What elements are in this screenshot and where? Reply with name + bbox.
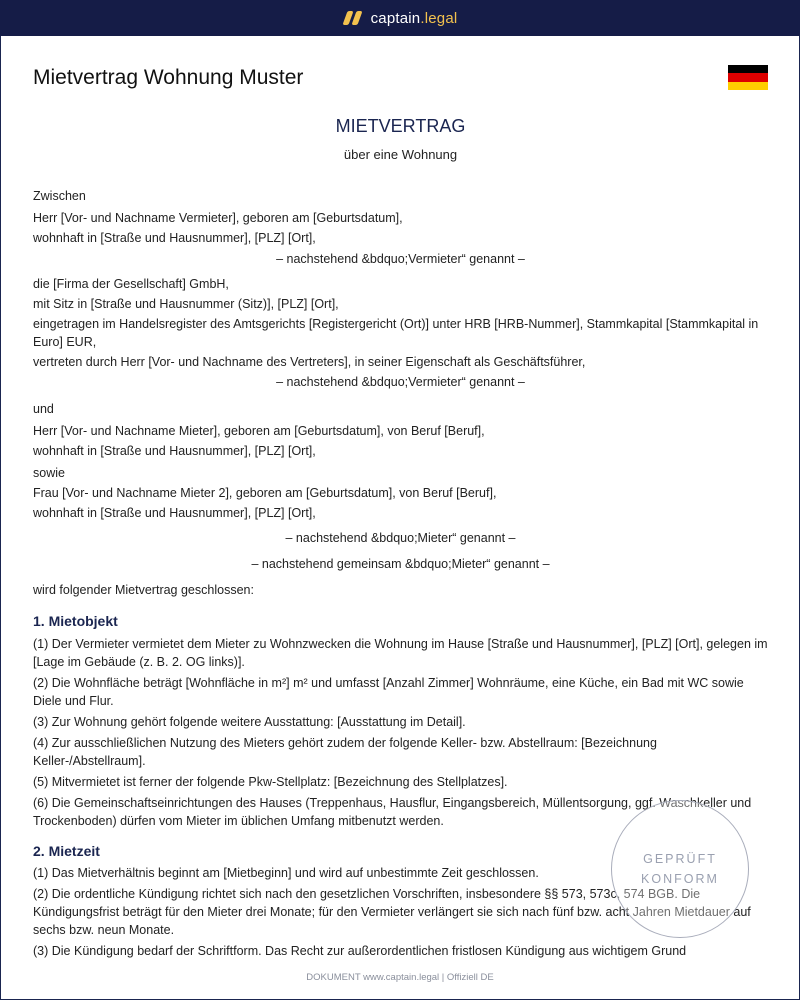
tenant-1-address: wohnhaft in [Straße und Hausnummer], [PLZ] [Ort],	[33, 444, 316, 458]
flag-stripe-gold	[728, 82, 768, 90]
tenant-2-name: Frau [Vor- und Nachname Mieter 2], geboren am [Geburtsdatum], von Beruf [Beruf],	[33, 486, 497, 500]
flag-stripe-black	[728, 65, 768, 73]
landlord-company-register: eingetragen im Handelsregister des Amtsgerichts [Registergericht (Ort)] unter HRB [HRB-Nummer], Stammkapital [Stammkapital in Euro] EUR,	[33, 317, 759, 349]
landlord-designation-1: – nachstehend &bdquo;Vermieter“ genannt –	[276, 252, 525, 266]
section-2-paragraph-2: (2) Die ordentliche Kündigung richtet sich nach den gesetzlichen Vorschriften, insbesondere §§ 573, 573c, 574 BGB. Die Kündigungsfrist beträgt für den Mieter drei Monate; für den Vermieter verlängert sie sich nach fünf bzw. acht Jahren Mietdauer auf sechs bzw. neun Monate.	[33, 887, 751, 937]
tenants-joint-designation: – nachstehend gemeinsam &bdquo;Mieter“ genannt –	[251, 557, 550, 571]
landlord-1-address: wohnhaft in [Straße und Hausnummer], [PLZ] [Ort],	[33, 231, 316, 245]
section-1-paragraph-4: (4) Zur ausschließlichen Nutzung des Mieters gehört zudem der folgende Keller- bzw. Abstellraum: [Bezeichnung Keller-/Abstellraum].	[33, 736, 657, 768]
top-bar	[0, 0, 800, 36]
section-1-heading: 1. Mietobjekt	[33, 613, 118, 629]
parties-connector: und	[33, 402, 54, 416]
contract-intro: wird folgender Mietvertrag geschlossen:	[33, 583, 254, 597]
page-title: Mietvertrag Wohnung Muster	[33, 66, 304, 89]
parties-connector-2: sowie	[33, 466, 65, 480]
landlord-company-seat: mit Sitz in [Straße und Hausnummer (Sitz)], [PLZ] [Ort],	[33, 297, 339, 311]
page-footer: DOKUMENT www.captain.legal | Offiziell DE	[306, 972, 494, 983]
parties-intro: Zwischen	[33, 189, 86, 203]
tenant-designation: – nachstehend &bdquo;Mieter“ genannt –	[285, 531, 516, 545]
germany-flag-icon	[728, 65, 768, 90]
section-1-paragraph-6: (6) Die Gemeinschaftseinrichtungen des Hauses (Treppenhaus, Hausflur, Eingangsbereich, Müllentsorgung, ggf. Waschkeller und Trockenboden) dürfen vom Mieter im üblichen Umfang mitbenutzt werden.	[33, 796, 752, 828]
brand-logo[interactable]	[343, 10, 458, 27]
brand-name: captain.legal	[370, 9, 458, 27]
double-slash-logo-icon	[343, 10, 363, 26]
flag-stripe-red	[728, 73, 768, 81]
conformity-stamp	[611, 800, 749, 938]
tenant-2-address: wohnhaft in [Straße und Hausnummer], [PLZ] [Ort],	[33, 506, 316, 520]
section-2-paragraph-1: (1) Das Mietverhältnis beginnt am [Mietbeginn] und wird auf unbestimmte Zeit geschlossen.	[33, 866, 539, 880]
stamp-line-2: KONFORM	[641, 872, 719, 886]
document-title: MIETVERTRAG	[335, 116, 466, 136]
section-1-paragraph-3: (3) Zur Wohnung gehört folgende weitere Ausstattung: [Ausstattung im Detail].	[33, 715, 466, 729]
section-1-paragraph-2: (2) Die Wohnfläche beträgt [Wohnfläche in m²] m² und umfasst [Anzahl Zimmer] Wohnräume, eine Küche, ein Bad mit WC sowie Diele und Flur.	[33, 676, 744, 708]
stamp-line-1: GEPRÜFT	[643, 852, 717, 866]
tenant-1-name: Herr [Vor- und Nachname Mieter], geboren am [Geburtsdatum], von Beruf [Beruf],	[33, 424, 485, 438]
section-1-paragraph-5: (5) Mitvermietet ist ferner der folgende Pkw-Stellplatz: [Bezeichnung des Stellplatzes].	[33, 775, 508, 789]
landlord-company: die [Firma der Gesellschaft] GmbH,	[33, 277, 229, 291]
section-2-heading: 2. Mietzeit	[33, 843, 100, 859]
landlord-designation-2: – nachstehend &bdquo;Vermieter“ genannt –	[276, 375, 525, 389]
brand-tld: .legal	[420, 9, 458, 27]
landlord-company-representative: vertreten durch Herr [Vor- und Nachname des Vertreters], in seiner Eigenschaft als Geschäftsführer,	[33, 355, 586, 369]
section-1-paragraph-1: (1) Der Vermieter vermietet dem Mieter zu Wohnzwecken die Wohnung im Hause [Straße und Hausnummer], [PLZ] [Ort], gelegen im [Lage im Gebäude (z. B. 2. OG links)].	[33, 637, 768, 669]
document-subtitle: über eine Wohnung	[343, 147, 458, 162]
section-2-paragraph-3: (3) Die Kündigung bedarf der Schriftform. Das Recht zur außerordentlichen fristlosen Kündigung aus wichtigem Grund	[33, 944, 687, 958]
landlord-1-name: Herr [Vor- und Nachname Vermieter], geboren am [Geburtsdatum],	[33, 211, 403, 225]
